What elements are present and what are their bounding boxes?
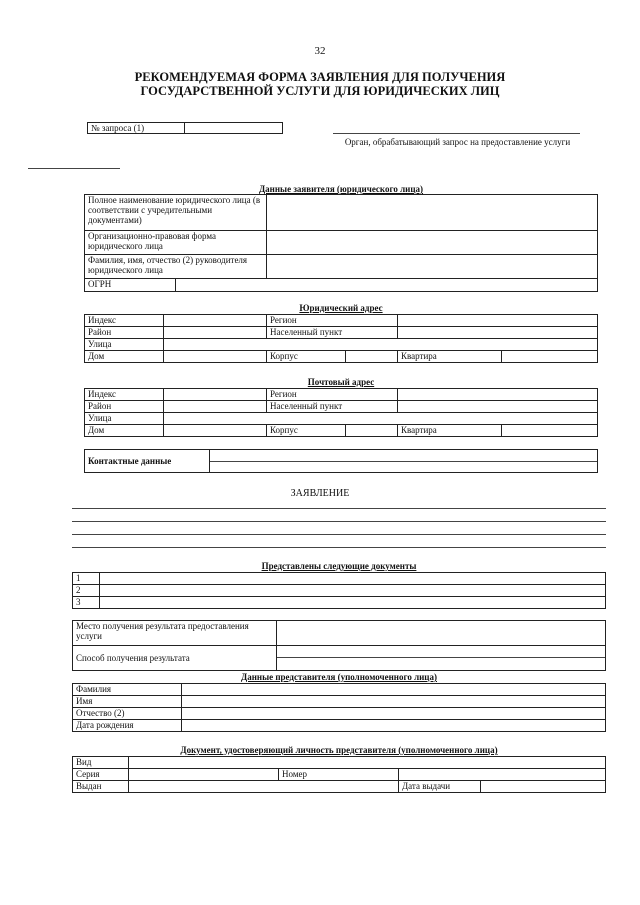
legal-building-field[interactable] <box>346 351 398 363</box>
identity-doc-table <box>72 756 606 793</box>
first-name-label: Имя <box>73 696 182 708</box>
request-number-label: № запроса (1) <box>88 123 185 134</box>
legal-form-label: Организационно-правовая форма юридического лица <box>85 231 267 255</box>
legal-apartment-field[interactable] <box>502 351 598 363</box>
contacts-field[interactable] <box>210 450 598 473</box>
birth-date-label: Дата рождения <box>73 720 182 732</box>
surname-field[interactable] <box>182 684 606 696</box>
legal-region-field[interactable] <box>398 315 598 327</box>
postal-building-field[interactable] <box>346 425 398 437</box>
documents-table <box>72 572 606 609</box>
postal-apartment-label: Квартира <box>398 425 502 437</box>
postal-address-table <box>84 388 598 437</box>
form-title-line1: РЕКОМЕНДУЕМАЯ ФОРМА ЗАЯВЛЕНИЯ ДЛЯ ПОЛУЧЕНИЯ <box>134 70 506 84</box>
document-row-field[interactable] <box>100 573 606 585</box>
doc-number-label: Номер <box>279 769 399 781</box>
legal-region-label: Регион <box>267 315 398 327</box>
full-name-field[interactable] <box>267 195 598 231</box>
contacts-table <box>84 449 598 473</box>
legal-house-field[interactable] <box>164 351 267 363</box>
authority-line[interactable] <box>333 133 580 134</box>
postal-building-label: Корпус <box>267 425 346 437</box>
left-margin-line <box>28 168 120 169</box>
legal-street-field[interactable] <box>164 339 598 351</box>
form-title <box>60 70 580 98</box>
doc-issue-date-field[interactable] <box>481 781 606 793</box>
identity-doc-heading: Документ, удостоверяющий личность представителя (уполномоченного лица) <box>180 745 498 755</box>
postal-region-field[interactable] <box>398 389 598 401</box>
postal-house-field[interactable] <box>164 425 267 437</box>
representative-table <box>72 683 606 732</box>
legal-locality-label: Населенный пункт <box>267 327 398 339</box>
statement-line-4[interactable] <box>72 547 606 548</box>
legal-index-label: Индекс <box>85 315 164 327</box>
postal-street-label: Улица <box>85 413 164 425</box>
doc-type-label: Вид <box>73 757 129 769</box>
postal-district-field[interactable] <box>164 401 267 413</box>
full-name-label: Полное наименование юридического лица (в соответствии с учредительными документами) <box>85 195 267 231</box>
doc-series-label: Серия <box>73 769 129 781</box>
form-title-line2: ГОСУДАРСТВЕННОЙ УСЛУГИ ДЛЯ ЮРИДИЧЕСКИХ ЛИЦ <box>140 84 500 98</box>
postal-district-label: Район <box>85 401 164 413</box>
ogrn-label: ОГРН <box>85 279 176 292</box>
doc-issued-by-label: Выдан <box>73 781 129 793</box>
legal-index-field[interactable] <box>164 315 267 327</box>
postal-street-field[interactable] <box>164 413 598 425</box>
document-row-number: 1 <box>73 573 100 585</box>
doc-series-field[interactable] <box>129 769 279 781</box>
legal-apartment-label: Квартира <box>398 351 502 363</box>
statement-line-3[interactable] <box>72 534 606 535</box>
legal-building-label: Корпус <box>267 351 346 363</box>
legal-address-table <box>84 314 598 363</box>
legal-street-label: Улица <box>85 339 164 351</box>
applicant-heading: Данные заявителя (юридического лица) <box>258 184 424 194</box>
applicant-table <box>84 194 598 292</box>
page-number: 32 <box>314 45 326 57</box>
representative-heading: Данные представителя (уполномоченного лица) <box>241 672 437 682</box>
result-method-label: Способ получения результата <box>73 646 277 671</box>
postal-address-heading: Почтовый адрес <box>307 377 375 387</box>
first-name-field[interactable] <box>182 696 606 708</box>
legal-house-label: Дом <box>85 351 164 363</box>
postal-locality-label: Населенный пункт <box>267 401 398 413</box>
birth-date-field[interactable] <box>182 720 606 732</box>
doc-number-field[interactable] <box>399 769 606 781</box>
postal-locality-field[interactable] <box>398 401 598 413</box>
patronymic-field[interactable] <box>182 708 606 720</box>
head-name-field[interactable] <box>267 255 598 279</box>
legal-address-heading: Юридический адрес <box>299 303 383 313</box>
authority-label: Орган, обрабатывающий запрос на предоставление услуги <box>344 137 571 147</box>
legal-locality-field[interactable] <box>398 327 598 339</box>
surname-label: Фамилия <box>73 684 182 696</box>
legal-form-field[interactable] <box>267 231 598 255</box>
documents-heading: Представлены следующие документы <box>261 561 417 571</box>
document-row-field[interactable] <box>100 585 606 597</box>
statement-title: ЗАЯВЛЕНИЕ <box>290 488 350 499</box>
result-place-field[interactable] <box>277 621 606 646</box>
request-number-table <box>87 122 283 134</box>
statement-line-2[interactable] <box>72 521 606 522</box>
result-place-label: Место получения результата предоставления услуги <box>73 621 277 646</box>
statement-line-1[interactable] <box>72 508 606 509</box>
document-row-number: 2 <box>73 585 100 597</box>
ogrn-field[interactable] <box>176 279 598 292</box>
head-name-label: Фамилия, имя, отчество (2) руководителя юридического лица <box>85 255 267 279</box>
postal-apartment-field[interactable] <box>502 425 598 437</box>
result-method-divider <box>277 657 605 658</box>
document-row-number: 3 <box>73 597 100 609</box>
patronymic-label: Отчество (2) <box>73 708 182 720</box>
postal-index-field[interactable] <box>164 389 267 401</box>
doc-type-field[interactable] <box>129 757 606 769</box>
doc-issued-by-field[interactable] <box>129 781 399 793</box>
contacts-divider <box>210 461 597 462</box>
contacts-label: Контактные данные <box>85 450 210 473</box>
doc-issue-date-label: Дата выдачи <box>399 781 481 793</box>
legal-district-field[interactable] <box>164 327 267 339</box>
document-row-field[interactable] <box>100 597 606 609</box>
request-number-field[interactable] <box>185 123 283 134</box>
postal-index-label: Индекс <box>85 389 164 401</box>
postal-region-label: Регион <box>267 389 398 401</box>
result-table <box>72 620 606 671</box>
result-method-field[interactable] <box>277 646 606 671</box>
legal-district-label: Район <box>85 327 164 339</box>
postal-house-label: Дом <box>85 425 164 437</box>
